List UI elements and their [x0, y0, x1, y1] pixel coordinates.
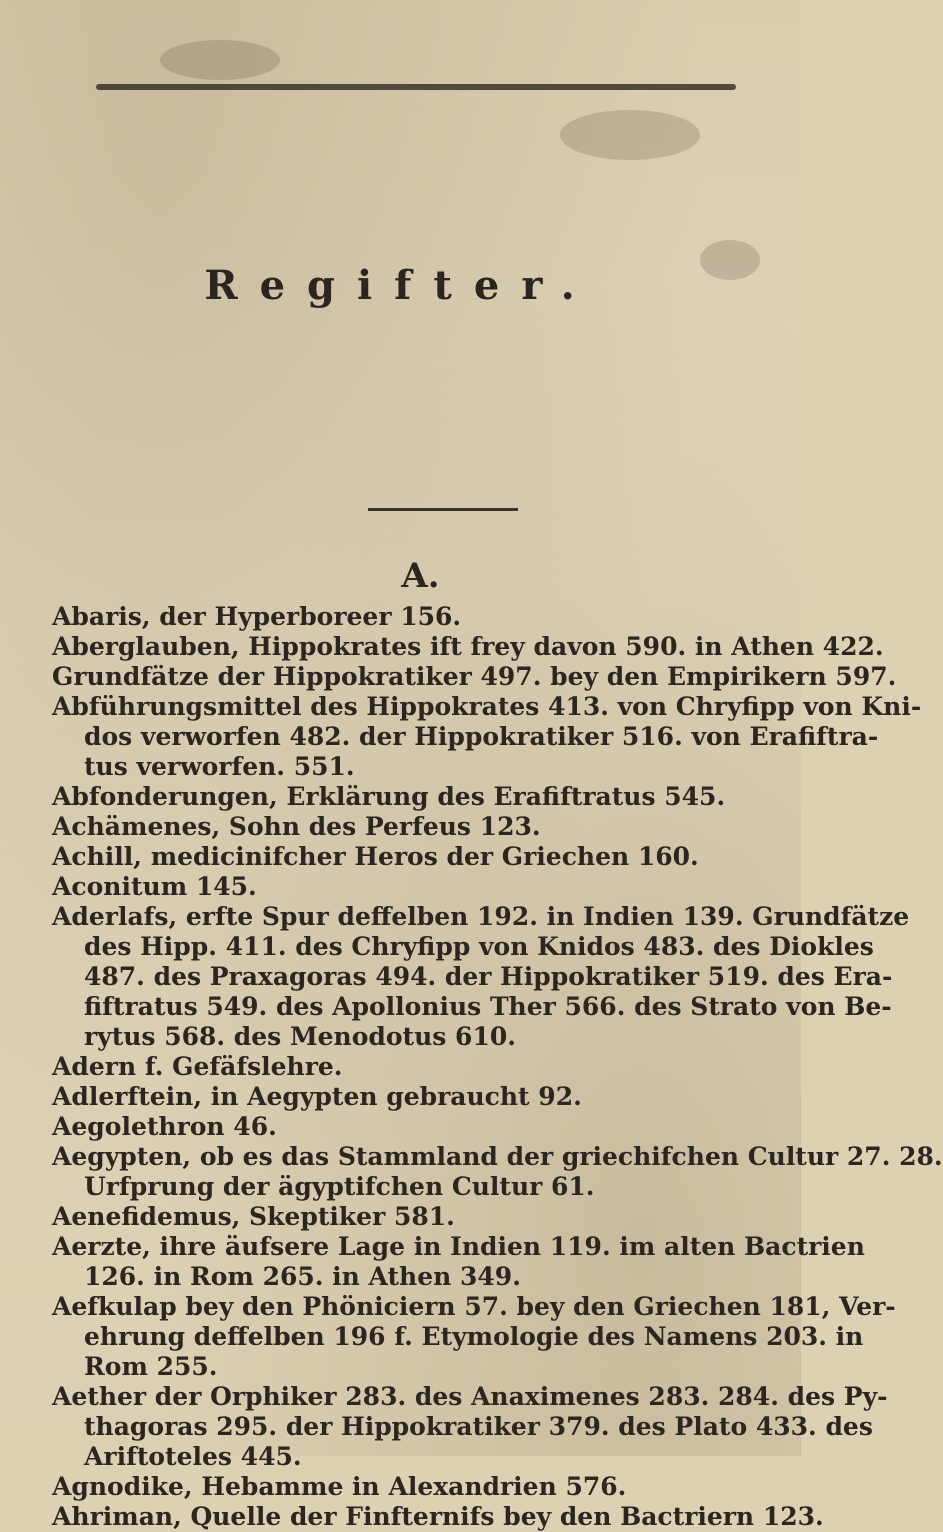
register-entries — [52, 602, 943, 1532]
entry-headword-line: Aerzte, ihre äufsere Lage in Indien 119. im alten Bactrien — [52, 1232, 865, 1261]
register-entry — [52, 662, 897, 692]
register-entry — [52, 1232, 865, 1292]
entry-headword-line: Aefkulap bey den Phöniciern 57. bey den Griechen 181, Ver- — [52, 1292, 896, 1321]
entry-headword-line: Aegolethron 46. — [52, 1112, 277, 1141]
entry-continuation-line: Ariftoteles 445. — [84, 1442, 302, 1471]
register-entry — [52, 902, 910, 1052]
entry-continuation-line: fiftratus 549. des Apollonius Ther 566. des Strato von Be- — [84, 992, 892, 1021]
register-entry — [52, 692, 922, 782]
entry-headword-line: Adlerftein, in Aegypten gebraucht 92. — [52, 1082, 582, 1111]
register-entry — [52, 1472, 772, 1502]
register-entry — [52, 1382, 888, 1472]
entry-headword-line: Abfonderungen, Erklärung des Erafiftratus 545. — [52, 782, 726, 811]
entry-headword-line: Agnodike, Hebamme in Alexandrien 576. — [52, 1472, 627, 1501]
entry-continuation-line: 126. in Rom 265. in Athen 349. — [84, 1262, 521, 1291]
register-entry — [52, 872, 772, 902]
register-entry — [52, 1052, 772, 1082]
entry-continuation-line: tus verworfen. 551. — [84, 752, 355, 781]
entry-headword-line: Grundfätze der Hippokratiker 497. bey den Empirikern 597. — [52, 662, 897, 691]
entry-headword-line: Aegypten, ob es das Stammland der griechifchen Cultur 27. 28. — [52, 1142, 943, 1171]
register-entry — [52, 632, 884, 662]
entry-headword-line: Aether der Orphiker 283. des Anaximenes 283. 284. des Py- — [52, 1382, 888, 1411]
bleed-through-stain — [160, 40, 280, 80]
entry-continuation-line: Urfprung der ägyptifchen Cultur 61. — [84, 1172, 595, 1201]
decorative-rule-top — [96, 84, 736, 90]
entry-headword-line: Aberglauben, Hippokrates ift frey davon 590. in Athen 422. — [52, 632, 884, 661]
bleed-through-stain — [560, 110, 700, 160]
entry-continuation-line: rytus 568. des Menodotus 610. — [84, 1022, 516, 1051]
register-entry — [52, 812, 772, 842]
decorative-rule-title — [368, 508, 518, 511]
register-entry — [52, 1112, 772, 1142]
register-entry — [52, 1082, 772, 1112]
entry-headword-line: Abführungsmittel des Hippokrates 413. von Chryfipp von Kni- — [52, 692, 922, 721]
entry-headword-line: Achämenes, Sohn des Perfeus 123. — [52, 812, 541, 841]
entry-headword-line: Achill, medicinifcher Heros der Griechen 160. — [52, 842, 699, 871]
entry-continuation-line: 487. des Praxagoras 494. der Hippokratiker 519. des Era- — [84, 962, 893, 991]
register-entry — [52, 1292, 896, 1382]
register-entry — [52, 1502, 824, 1532]
register-entry — [52, 1142, 943, 1202]
entry-headword-line: Adern f. Gefäfslehre. — [52, 1052, 343, 1081]
page-title: Regifter. — [204, 262, 597, 309]
register-entry — [52, 842, 772, 872]
section-letter: A. — [401, 556, 440, 596]
entry-headword-line: Abaris, der Hyperboreer 156. — [52, 602, 462, 631]
entry-continuation-line: Rom 255. — [84, 1352, 218, 1381]
entry-headword-line: Aderlafs, erfte Spur deffelben 192. in Indien 139. Grundfätze — [52, 902, 910, 931]
entry-headword-line: Aconitum 145. — [52, 872, 257, 901]
register-entry — [52, 1202, 772, 1232]
entry-headword-line: Ahriman, Quelle der Finfternifs bey den Bactriern 123. — [52, 1502, 824, 1531]
entry-headword-line: Aenefidemus, Skeptiker 581. — [52, 1202, 455, 1231]
entry-continuation-line: dos verworfen 482. der Hippokratiker 516. von Erafiftra- — [84, 722, 879, 751]
entry-continuation-line: thagoras 295. der Hippokratiker 379. des Plato 433. des — [84, 1412, 873, 1441]
entry-continuation-line: ehrung deffelben 196 f. Etymologie des Namens 203. in — [84, 1322, 864, 1351]
entry-continuation-line: des Hipp. 411. des Chryfipp von Knidos 483. des Diokles — [84, 932, 874, 961]
register-entry — [52, 602, 772, 632]
register-entry — [52, 782, 772, 812]
